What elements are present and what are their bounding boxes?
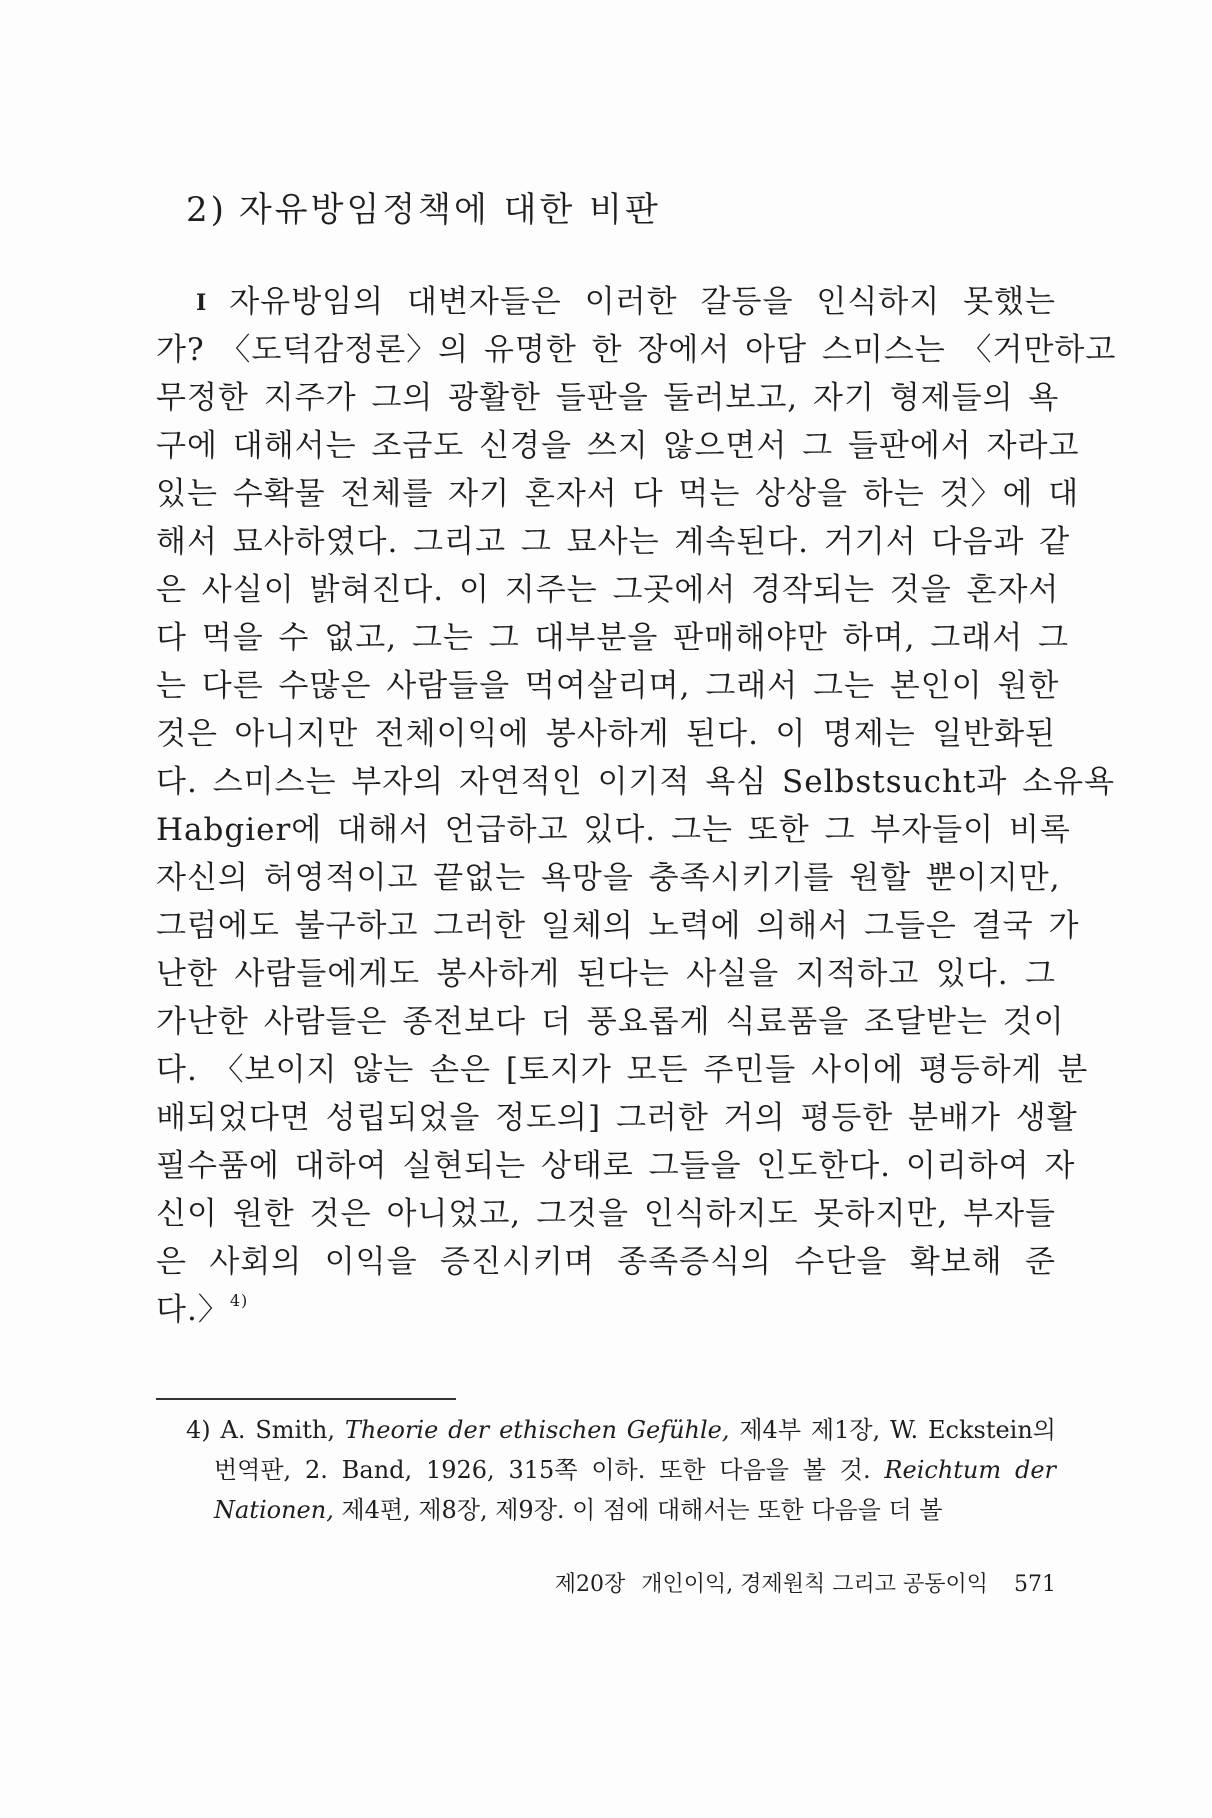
body-line: 그럼에도 불구하고 그러한 일체의 노력에 의해서 그들은 결국 가: [156, 908, 1080, 944]
footnote-text: 번역판, 2. Band, 1926, 315쪽 이하. 또한 다음을 볼 것.: [214, 1456, 885, 1484]
body-line: 있는 수확물 전체를 자기 혼자서 다 먹는 상상을 하는 것〉에 대: [156, 476, 1080, 512]
footnote-text: 제4부 제1장, W. Eckstein의: [729, 1416, 1056, 1444]
footnote-text: 제4편, 제8장, 제9장. 이 점에 대해서는 또한 다음을 더 볼: [333, 1496, 943, 1524]
body-line: 가난한 사람들은 종전보다 더 풍요롭게 식료품을 조달받는 것이: [156, 1004, 1065, 1040]
body-line: 구에 대해서는 조금도 신경을 쓰지 않으면서 그 들판에서 자라고: [156, 428, 1080, 464]
body-line: 다. 〈보이지 않는 손은 [토지가 모든 주민들 사이에 평등하게 분: [156, 1052, 1089, 1088]
footnote-line: [214, 1490, 1056, 1530]
body-line: 자신의 허영적이고 끝없는 욕망을 충족시키기를 원할 뿐이지만,: [156, 860, 1061, 896]
body-line: [156, 278, 1056, 326]
body-line: [156, 1286, 1056, 1334]
body-line: 해서 묘사하였다. 그리고 그 묘사는 계속된다. 거기서 다음과 같: [156, 524, 1071, 560]
body-line: 는 다른 수많은 사람들을 먹여살리며, 그래서 그는 본인이 원한: [156, 668, 1060, 704]
body-line-text: 다.〉: [156, 1292, 230, 1328]
body-line: 무정한 지주가 그의 광활한 들판을 둘러보고, 자기 형제들의 욕: [156, 380, 1060, 416]
footnote-line: [214, 1450, 1056, 1490]
footnote-book-title: Theorie der ethischen Gefühle,: [344, 1416, 730, 1444]
body-line: 은 사실이 밝혀진다. 이 지주는 그곳에서 경작되는 것을 혼자서: [156, 572, 1060, 608]
running-footer: [486, 1568, 1056, 1602]
paragraph-marker: I: [196, 290, 208, 316]
section-number: 2): [186, 190, 227, 230]
body-line: 필수품에 대하여 실현되는 상태로 그들을 인도한다. 이리하여 자: [156, 1148, 1076, 1184]
footnote-number: 4): [186, 1416, 211, 1444]
body-line: 배되었다면 성립되었을 정도의] 그러한 거의 평등한 분배가 생활: [156, 1100, 1078, 1136]
footnote-book-title: Reichtum der: [884, 1456, 1056, 1484]
body-line-text: 자유방임의 대변자들은 이러한 갈등을 인식하지 못했는: [229, 284, 1056, 320]
body-line: 것은 아니지만 전체이익에 봉사하게 된다. 이 명제는 일반화된: [156, 716, 1056, 752]
body-line: 다 먹을 수 없고, 그는 그 대부분을 판매해야만 하며, 그래서 그: [156, 620, 1069, 656]
footnote-book-title: Nationen,: [214, 1496, 334, 1524]
page-number: 571: [1014, 1572, 1056, 1597]
footer-title: 개인이익, 경제원칙 그리고 공동이익: [641, 1572, 988, 1597]
section-title: 자유방임정책에 대한 비판: [238, 190, 661, 230]
footnote-text: A. Smith,: [220, 1416, 345, 1444]
body-line: 난한 사람들에게도 봉사하게 된다는 사실을 지적하고 있다. 그: [156, 956, 1056, 992]
body-line: 신이 원한 것은 아니었고, 그것을 인식하지도 못하지만, 부자들: [156, 1196, 1056, 1232]
footnote-divider: [156, 1398, 456, 1400]
footnote-line: [186, 1410, 1056, 1450]
body-line: 가? 〈도덕감정론〉의 유명한 한 장에서 아담 스미스는 〈거만하고: [156, 332, 1117, 368]
footnote-reference[interactable]: 4): [229, 1291, 249, 1310]
footer-chapter: 제20장: [554, 1572, 626, 1597]
body-line: Habgier에 대해서 언급하고 있다. 그는 또한 그 부자들이 비록: [156, 812, 1071, 848]
section-heading: [186, 188, 661, 232]
body-line: 은 사회의 이익을 증진시키며 종족증식의 수단을 확보해 준: [156, 1244, 1056, 1280]
body-line: 다. 스미스는 부자의 자연적인 이기적 욕심 Selbstsucht과 소유욕: [156, 764, 1116, 800]
